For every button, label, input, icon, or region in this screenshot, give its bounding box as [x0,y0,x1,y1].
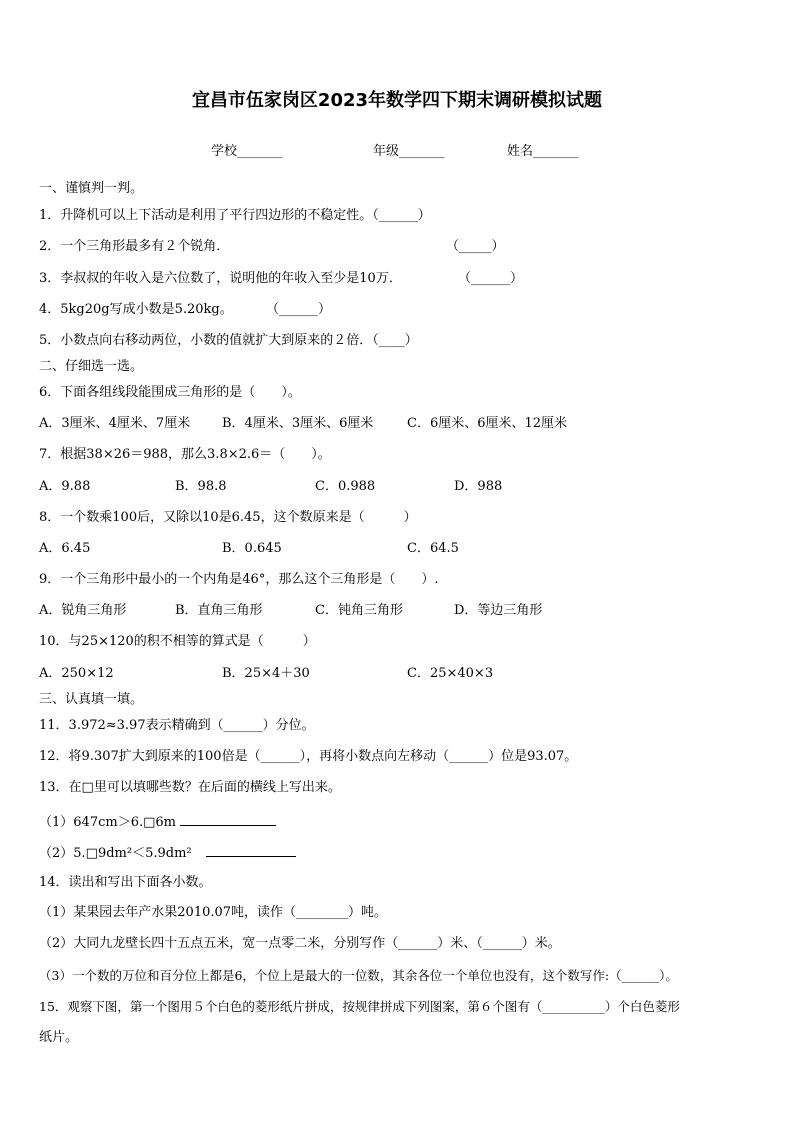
question-7-option-d: D．988 [454,479,503,494]
section-heading-judge: 一、谨慎判一判。 [39,181,144,196]
question-6-option-c: C．6厘米、6厘米、12厘米 [407,416,568,431]
question-9-option-c: C．钝角三角形 [315,603,403,618]
question-1: 1．升降机可以上下活动是利用了平行四边形的不稳定性。（______） [39,208,431,223]
question-3-blank: （______） [458,271,524,286]
question-8: 8．一个数乘100后，又除以10是6.45，这个数原来是（ ） [39,510,417,525]
question-13-part-1 [39,812,276,831]
question-13-part-1-text: （1）647cm＞6.□6m [39,815,176,830]
question-8-option-b: B．0.645 [222,541,282,556]
question-10: 10．与25×120的积不相等的算式是（ ） [39,634,316,649]
school-field: 学校_______ [211,144,283,159]
question-13: 13．在□里可以填哪些数？在后面的横线上写出来。 [39,780,341,795]
question-5: 5．小数点向右移动两位，小数的值就扩大到原来的２倍．（____） [39,333,418,348]
name-field: 姓名_______ [507,144,579,159]
question-10-option-b: B．25×4＋30 [222,666,310,681]
question-4: 4．5kg20g写成小数是5.20kg。 [39,302,233,317]
question-11: 11．3.972≈3.97表示精确到（______）分位。 [39,718,315,733]
question-7-option-c: C．0.988 [315,479,376,494]
question-9: 9．一个三角形中最小的一个内角是46°，那么这个三角形是（ ）. [39,572,439,587]
question-2: 2．一个三角形最多有２个锐角． [39,239,230,254]
section-heading-choose: 二、仔细选一选。 [39,359,144,374]
question-7-option-a: A．9.88 [39,479,91,494]
question-14-part-2: （2）大同九龙壁长四十五点五米，宽一点零二米，分别写作（______）米、（______）米。 [39,936,561,951]
question-9-option-a: A．锐角三角形 [39,603,127,618]
question-8-option-a: A．6.45 [39,541,91,556]
question-8-option-c: C．64.5 [407,541,459,556]
question-9-option-b: B．直角三角形 [175,603,263,618]
page-title: 宜昌市伍家岗区2023年数学四下期末调研模拟试题 [191,90,603,111]
question-2-blank: （_____） [446,239,505,254]
question-13-part-2-text: （2）5.□9dm²＜5.9dm² [39,846,192,861]
question-13-part-2 [39,843,296,862]
question-10-option-c: C．25×40×3 [407,666,494,681]
question-15-continued: 纸片。 [39,1030,79,1045]
answer-line [180,812,276,826]
question-14-part-1: （1）某果园去年产水果2010.07吨，读作（________）吨。 [39,905,388,920]
question-15: 15．观察下图，第一个图用５个白色的菱形纸片拼成，按规律拼成下列图案，第６个图有（__________）个白色菱形 [39,999,680,1014]
question-4-blank: （______） [266,302,332,317]
question-9-option-d: D．等边三角形 [454,603,543,618]
grade-field: 年级_______ [373,144,445,159]
question-12: 12．将9.307扩大到原来的100倍是（______），再将小数点向左移动（______）位是93.07。 [39,749,578,764]
question-7-option-b: B．98.8 [175,479,227,494]
question-6-option-a: A．3厘米、4厘米、7厘米 [39,416,191,431]
question-3: 3．李叔叔的年收入是六位数了，说明他的年收入至少是10万． [39,271,402,286]
question-10-option-a: A．250×12 [39,666,114,681]
section-heading-fill: 三、认真填一填。 [39,692,144,707]
question-14-part-3: （3）一个数的万位和百分位上都是6，个位上是最大的一位数，其余各位一个单位也没有，这个数写作:（______）。 [39,968,678,983]
answer-line [206,843,296,857]
question-7: 7．根据38×26＝988，那么3.8×2.6＝（ ）。 [39,447,331,462]
question-6: 6．下面各组线段能围成三角形的是（ ）。 [39,385,301,400]
question-6-option-b: B．4厘米、3厘米、6厘米 [222,416,374,431]
question-14: 14．读出和写出下面各小数。 [39,875,212,890]
